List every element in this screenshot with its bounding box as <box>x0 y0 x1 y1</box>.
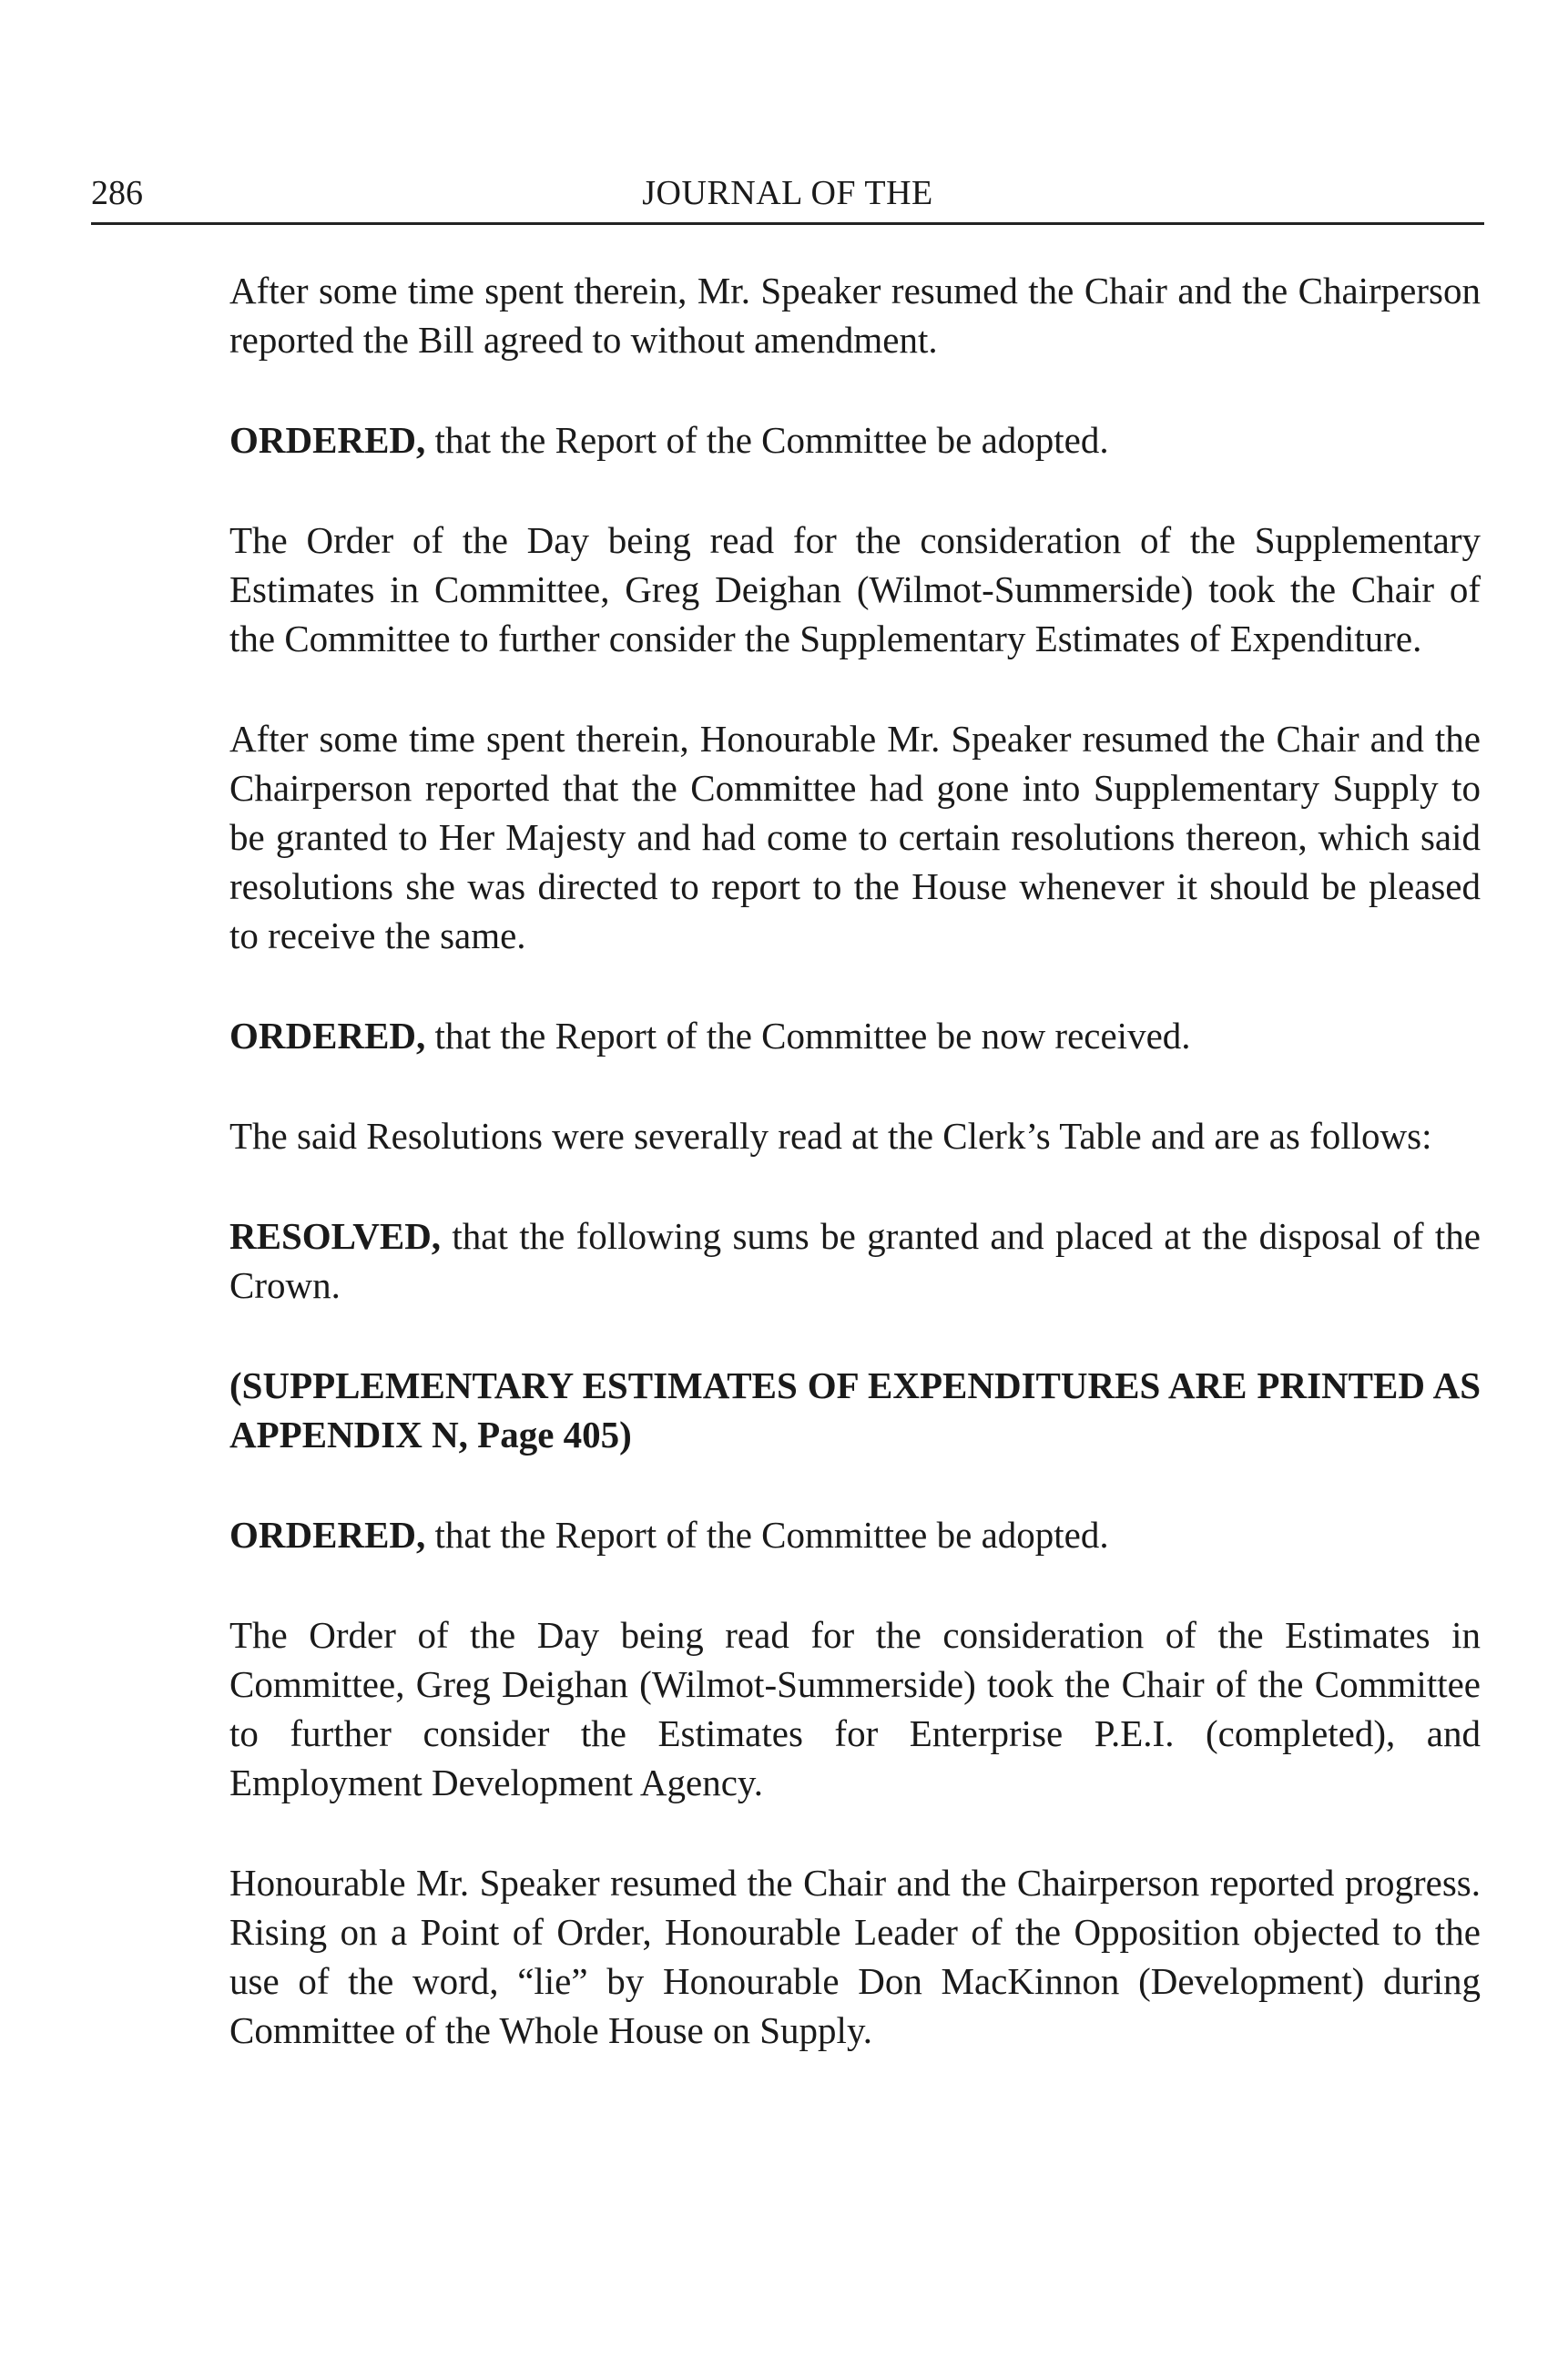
paragraph-ordered-adopted-2 <box>229 1510 1481 1559</box>
ordered-label: ORDERED, <box>229 419 426 461</box>
paragraph-text: The Order of the Day being read for the consideration of the Estimates in Committee, Greg Deighan (Wilmot-Summerside) took the Chair of the Committee to further consider the Estimates for Enterprise P.E.I. (completed), and Employment Development Agency. <box>229 1614 1481 1803</box>
paragraph-ordered-received <box>229 1011 1481 1060</box>
paragraph-text: The said Resolutions were severally read at the Clerk’s Table and are as follows: <box>229 1115 1432 1157</box>
paragraph-estimates-committee <box>229 1610 1481 1807</box>
paragraph-text: Honourable Mr. Speaker resumed the Chair and the Chairperson reported progress. Rising on a Point of Order, Honourable Leader of the Opposition objected to the use of the word, “lie” by Honourable Don MacKinnon (Development) during Committee of the Whole House on Supply. <box>229 1862 1481 2051</box>
ordered-label: ORDERED, <box>229 1514 426 1556</box>
paragraph-text: After some time spent therein, Mr. Speaker resumed the Chair and the Chairperson reported the Bill agreed to without amendment. <box>229 270 1481 361</box>
paragraph-supplementary-supply-report <box>229 714 1481 960</box>
paragraph-text: that the Report of the Committee be adopted. <box>425 1514 1109 1556</box>
appendix-notice: (SUPPLEMENTARY ESTIMATES OF EXPENDITURES ARE PRINTED AS APPENDIX N, Page 405) <box>229 1364 1481 1456</box>
paragraph-supplementary-estimates <box>229 516 1481 663</box>
running-head <box>91 171 1484 225</box>
paragraph-resolved <box>229 1211 1481 1310</box>
resolved-label: RESOLVED, <box>229 1215 442 1257</box>
paragraph-text: that the Report of the Committee be now received. <box>425 1015 1191 1057</box>
ordered-label: ORDERED, <box>229 1015 426 1057</box>
running-title: JOURNAL OF THE <box>642 174 933 212</box>
page-number: 286 <box>91 174 143 212</box>
paragraph-committee-report <box>229 266 1481 364</box>
paragraph-ordered-adopted <box>229 415 1481 465</box>
paragraph-point-of-order <box>229 1858 1481 2055</box>
paragraph-text: The Order of the Day being read for the consideration of the Supplementary Estimates in Committee, Greg Deighan (Wilmot-Summerside) took the Chair of the Committee to further consider the Supplementary Estimates of Expenditure. <box>229 519 1481 659</box>
journal-body <box>229 266 1481 2106</box>
paragraph-text: After some time spent therein, Honourable Mr. Speaker resumed the Chair and the Chairperson reported that the Committee had gone into Supplementary Supply to be granted to Her Majesty and had come to certain resolutions thereon, which said resolutions she was directed to report to the House whenever it should be pleased to receive the same. <box>229 718 1481 956</box>
paragraph-resolutions-read <box>229 1111 1481 1160</box>
paragraph-text: that the following sums be granted and placed at the disposal of the Crown. <box>229 1215 1481 1306</box>
paragraph-text: that the Report of the Committee be adopted. <box>425 419 1109 461</box>
